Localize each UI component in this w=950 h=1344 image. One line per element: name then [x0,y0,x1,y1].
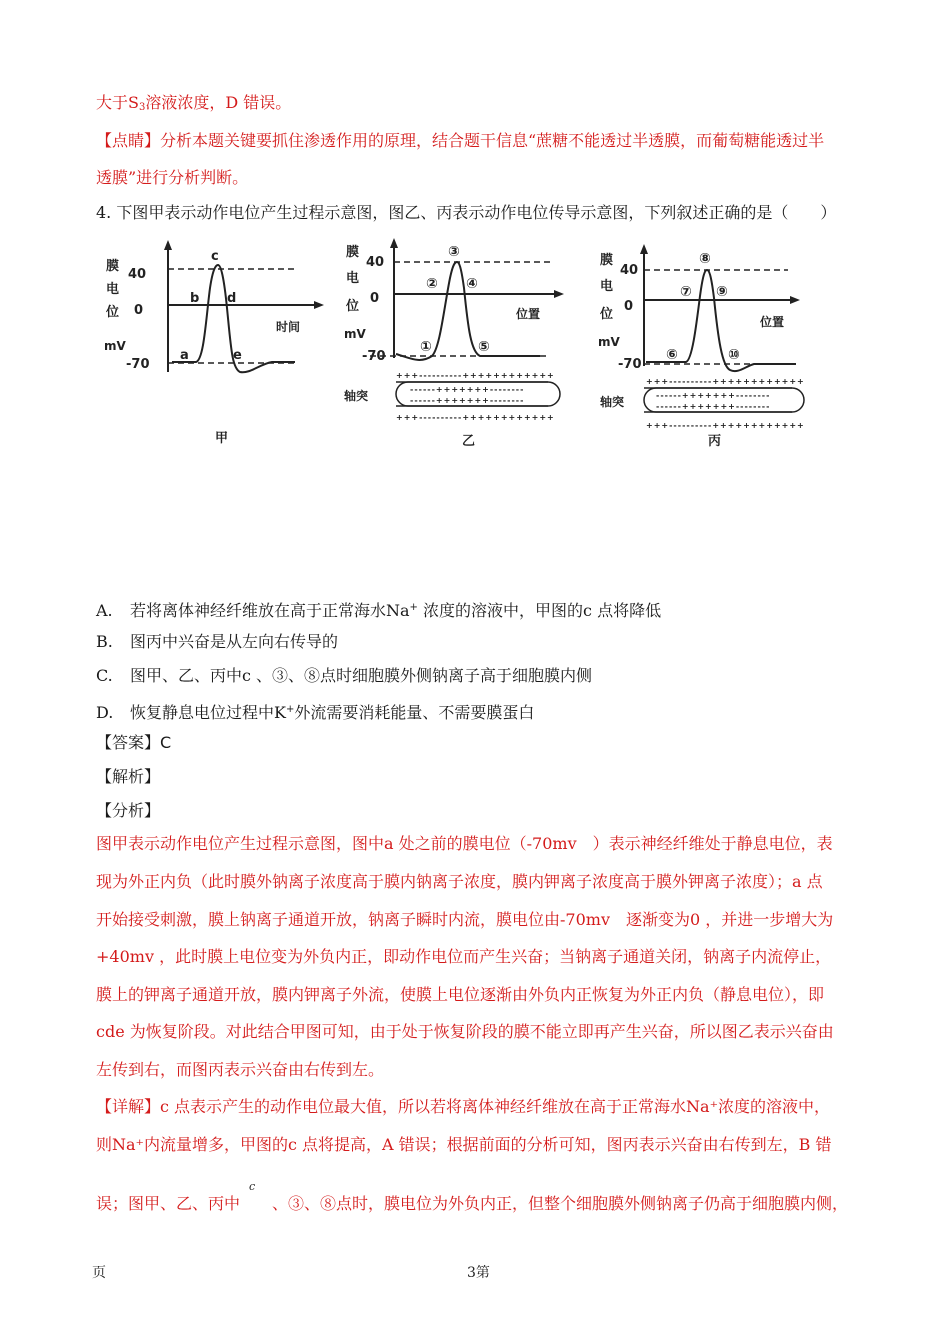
detail-line-2: 则Na⁺内流量增多，甲图的c 点将提高，A 错误；根据前面的分析可知，图丙表示兴奋由右传到左，B 错 [96,1135,832,1154]
bing-ylabel-2: 电 [600,279,614,294]
bing-ylabel-unit: mV [598,335,620,349]
jia-point-b: b [190,291,200,306]
yi-inner-bottom: ------+++++++-------- [410,396,525,405]
yi-point-5: ⑤ [478,339,490,355]
bing-ylabel-3: 位 [600,307,614,322]
analysis-line-4: +40mv ，此时膜上电位变为外负内正，即动作电位而产生兴奋；当钠离子通道关闭，钠离子内流停止， [96,947,832,966]
jia-ylabel-unit: mV [104,339,126,353]
yi-xlabel: 位置 [516,307,541,321]
jia-ylabel-1: 膜 [106,259,120,274]
yi-axon-label: 轴突 [344,389,369,403]
figure-jia [100,238,330,457]
bing-tick-minus70: -70 [618,357,642,372]
dianjing-line-2: 透膜”进行分析判断。 [96,168,249,187]
analysis-line-3: 开始接受刺激，膜上钠离子通道开放，钠离子瞬时内流，膜电位由-70mv 逐渐变为0 ，并进一步增大为 [96,910,834,929]
bing-inner-top: ------+++++++-------- [656,391,771,400]
bing-tick-40: 40 [620,263,639,278]
jia-point-a: a [180,348,189,363]
detail-floating-c: c [249,1180,256,1193]
jia-point-d: d [227,291,237,306]
option-a: A. 若将离体神经纤维放在高于正常海水Na+ 浓度的溶液中，甲图的c 点将降低 [96,601,662,620]
yi-point-2: ② [426,276,438,292]
yi-top-charges: +++----------++++++++++++ [396,371,555,380]
yi-ylabel-3: 位 [346,299,360,314]
yi-ylabel-unit: mV [344,327,366,341]
question-4-stem: 4. 下图甲表示动作电位产生过程示意图，图乙、丙表示动作电位传导示意图，下列叙述正确的是（ ） [96,203,837,222]
footer-page-left: 页 [92,1265,106,1281]
figure-bing [596,238,816,457]
analysis-line-5: 膜上的钾离子通道开放，膜内钾离子外流，使膜上电位逐渐由外负内正恢复为外正内负（静息电位），即 [96,985,825,1004]
bing-tick-0: 0 [624,299,634,314]
bing-inner-bottom: ------+++++++-------- [656,402,771,411]
option-c: C. 图甲、乙、丙中c 、③、⑧点时细胞膜外侧钠离子高于细胞膜内侧 [96,666,593,685]
yi-point-1: ① [420,339,432,355]
detail-line-3: 误；图甲、乙、丙中 、③、⑧点时，膜电位为外负内正，但整个细胞膜外侧钠离子仍高于细胞膜内侧， [96,1194,849,1213]
yi-bottom-charges: +++----------++++++++++++ [396,413,555,422]
footer-page-number: 3第 [467,1265,490,1281]
detail-line-1: 【详解】c 点表示产生的动作电位最大值，所以若将离体神经纤维放在高于正常海水Na⁺浓度的溶液中， [96,1097,831,1116]
analysis-line-2: 现为外正内负（此时膜外钠离子浓度高于膜内钠离子浓度，膜内钾离子浓度高于膜外钾离子浓度）；a 点 [96,872,823,891]
yi-tick-40: 40 [366,255,385,270]
yi-point-4: ④ [466,276,478,292]
option-d: D. 恢复静息电位过程中K+外流需要消耗能量、不需要膜蛋白 [96,703,535,722]
bing-caption: 丙 [708,434,722,449]
analysis-line-7: 左传到右，而图丙表示兴奋由右传到左。 [96,1060,385,1079]
yi-ylabel-1: 膜 [346,245,360,260]
bing-point-7: ⑦ [680,284,692,300]
jia-ylabel-3: 位 [106,305,120,320]
jia-tick-40: 40 [128,267,147,282]
jia-ylabel-2: 电 [106,282,120,297]
answer-d-conclusion: 大于$S_3$溶液浓度，D 错误。 [96,93,292,113]
yi-tick-0: 0 [370,291,380,306]
analysis-line-6: cde 为恢复阶段。对此结合甲图可知，由于处于恢复阶段的膜不能立即再产生兴奋，所以图乙表示兴奋由 [96,1022,834,1041]
jia-point-e: e [233,348,242,363]
jia-point-c: c [211,249,219,264]
jia-caption: 甲 [215,431,229,446]
yi-inner-top: ------+++++++-------- [410,385,525,394]
bing-point-9: ⑨ [716,284,728,300]
bing-point-10: ⑩ [728,347,740,363]
jia-tick-minus70: -70 [126,357,150,372]
figure-yi [340,238,575,457]
yi-tick-minus70: -70 [362,349,386,364]
bing-top-charges: +++----------++++++++++++ [646,377,805,386]
fenxi-heading: 【分析】 [96,801,161,820]
jiexi-heading: 【解析】 [96,767,161,786]
yi-ylabel-2: 电 [346,271,360,286]
option-b: B. 图丙中兴奋是从左向右传导的 [96,632,339,651]
bing-point-6: ⑥ [666,347,678,363]
dianjing-line-1: 【点睛】分析本题关键要抓住渗透作用的原理，结合题干信息“蔗糖不能透过半透膜，而葡萄糖能透过半 [96,131,825,150]
yi-caption: 乙 [462,434,476,449]
bing-bottom-charges: +++----------++++++++++++ [646,421,805,430]
bing-axon-label: 轴突 [600,395,625,409]
answer-line: 【答案】C [96,733,172,752]
bing-point-8: ⑧ [699,251,711,267]
bing-xlabel: 位置 [760,315,785,329]
yi-point-3: ③ [448,244,460,260]
analysis-line-1: 图甲表示动作电位产生过程示意图，图中a 处之前的膜电位（-70mv ）表示神经纤维处于静息电位，表 [96,834,833,853]
jia-xlabel: 时间 [276,320,301,334]
bing-ylabel-1: 膜 [600,253,614,268]
jia-tick-0: 0 [134,303,144,318]
